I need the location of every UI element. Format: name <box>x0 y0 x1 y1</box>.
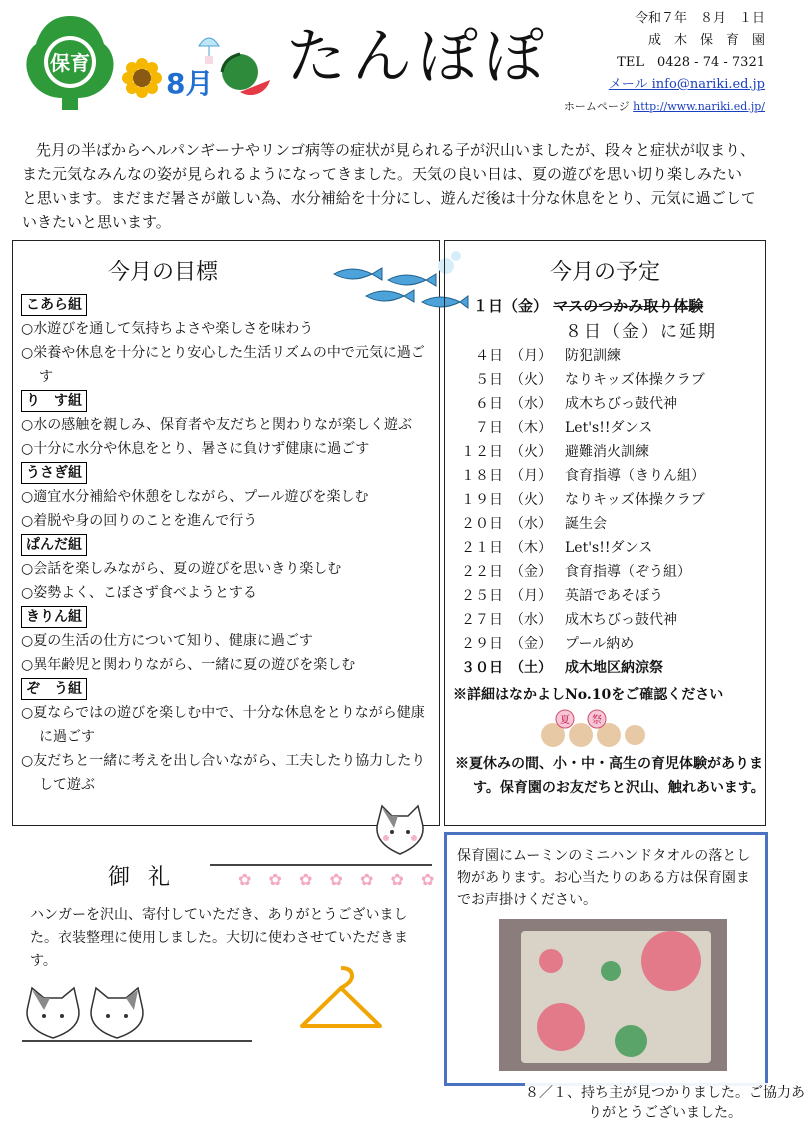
thanks-title: 御礼 <box>108 865 189 890</box>
mail-link[interactable]: メール info@nariki.ed.jp <box>608 77 765 92</box>
event-weekday: （金） <box>510 636 552 652</box>
sunflower-icon <box>122 58 162 102</box>
event-date: ３０日 <box>461 660 503 676</box>
event-weekday: （木） <box>510 540 552 556</box>
logo-text: 保育 <box>50 51 90 75</box>
goal-item: ○友だちと一緒に考えを出し合いながら、工夫したり協力したりして遊ぶ <box>21 753 426 793</box>
event-weekday: （火） <box>510 444 552 460</box>
schedule-row <box>455 368 761 392</box>
issue-date: 令和７年 ８月 １日 <box>634 11 765 26</box>
goal-item: ○夏の生活の仕方について知り、健康に過ごす <box>21 633 313 649</box>
event-name: 防犯訓練 <box>565 348 621 364</box>
event-name: 誕生会 <box>565 516 607 532</box>
schedule-row <box>455 656 761 680</box>
nursery-name: 成 木 保 育 園 <box>647 33 765 48</box>
schedule-row <box>455 560 761 584</box>
event-name: 成木地区納涼祭 <box>565 660 663 676</box>
first-event-row <box>473 295 703 316</box>
goal-item: ○水遊びを通して気持ちよさや楽しさを味わう <box>21 321 314 337</box>
goals-list <box>21 293 435 797</box>
schedule-row <box>455 344 761 368</box>
thanks-text: ハンガーを沢山、寄付していただき、ありがとうございました。衣装整理に使用しました。大切に使わさせていただきます。 <box>30 907 408 969</box>
group-name: ぞ う組 <box>21 678 87 700</box>
event-name: 避難消火訓練 <box>565 444 649 460</box>
event-weekday: （火） <box>510 492 552 508</box>
event-date: ６日 <box>475 396 503 412</box>
group-name: ぱんだ組 <box>21 534 87 556</box>
month-label: 8月 <box>166 67 214 100</box>
event-name: Let's!!ダンス <box>565 420 653 436</box>
event-name: 成木ちびっ鼓代神 <box>565 396 677 412</box>
bubble-festival: 祭 <box>592 715 602 726</box>
goals-title: 今月の目標 <box>107 260 218 285</box>
schedule-row <box>455 632 761 656</box>
schedule-row <box>455 536 761 560</box>
event-date: ２７日 <box>461 612 503 628</box>
details-note: ※詳細はなかよしNo.10をご確認ください <box>453 687 724 703</box>
schedule-row <box>455 608 761 632</box>
event-name: なりキッズ体操クラブ <box>565 372 705 388</box>
event-name: 英語であそぼう <box>565 588 663 604</box>
flower-decoration-icon: ✿ ✿ ✿ ✿ ✿ ✿ ✿ <box>238 870 441 889</box>
event-weekday: （月） <box>510 588 552 604</box>
festival-bears-icon <box>537 709 647 755</box>
goal-group <box>21 605 435 677</box>
goal-item: ○十分に水分や休息をとり、暑さに負けず健康に過ごす <box>21 441 370 457</box>
divider <box>22 1040 252 1042</box>
goal-group <box>21 533 435 605</box>
postponed-note: ８日（金）に延期 <box>565 322 717 342</box>
goal-item: ○適宜水分補給や休憩をしながら、プール遊びを楽しむ <box>21 489 369 505</box>
goals-box <box>12 240 440 826</box>
schedule-title: 今月の予定 <box>549 260 660 285</box>
event-name: 成木ちびっ鼓代神 <box>565 612 677 628</box>
event-weekday: （水） <box>510 396 552 412</box>
goal-item: ○着脱や身の回りのことを進んで行う <box>21 513 258 529</box>
event-date: １２日 <box>461 444 503 460</box>
hanger-icon <box>296 960 386 1044</box>
schedule-row <box>455 488 761 512</box>
found-notice: ８／１、持ち主が見つかりました。ご協力ありがとうございました。 <box>525 1085 805 1121</box>
event-weekday: （火） <box>510 372 552 388</box>
schedule-row <box>455 392 761 416</box>
event-weekday: （土） <box>510 660 552 676</box>
schedule-row <box>455 584 761 608</box>
event-date: ２０日 <box>461 516 503 532</box>
goal-group <box>21 461 435 533</box>
intro-paragraph: 先月の半ばからヘルパンギーナやリンゴ病等の症状が見られる子が沢山いましたが、段々と症状が収まり、また元気なみんなの姿が見られるようになってきました。天気の良い日は、夏の遊びを思い切り楽しみたいと思います。まだまだ暑さが厳しい為、水分補給を十分にし、遊んだ後は十分な休息をとり、元気に過ごしていきたいと思います。 <box>22 141 756 231</box>
event-name: なりキッズ体操クラブ <box>565 492 705 508</box>
goal-item: ○姿勢よく、こぼさず食べようとする <box>21 585 257 601</box>
bubble-summer: 夏 <box>560 715 570 726</box>
event-date: １９日 <box>461 492 503 508</box>
nursery-logo <box>22 12 118 112</box>
goal-item: ○会話を楽しみながら、夏の遊びを思いきり楽しむ <box>21 561 342 577</box>
event-name: Let's!!ダンス <box>565 540 653 556</box>
event-weekday: （水） <box>510 516 552 532</box>
event-date: １８日 <box>461 468 503 484</box>
lost-item-text: 保育園にムーミンのミニハンドタオルの落とし物があります。お心当たりのある方は保育園までお声掛けください。 <box>457 848 751 908</box>
goal-item: ○夏ならではの遊びを楽しむ中で、十分な休息をとりながら健康に過ごす <box>21 705 425 745</box>
goal-group <box>21 389 435 461</box>
cats-icon <box>22 982 152 1046</box>
goal-group <box>21 677 435 797</box>
newsletter-title: たんぽぽ <box>286 22 550 92</box>
towel-photo <box>499 919 805 1121</box>
watermelon-icon <box>218 52 272 102</box>
event-date: ４日 <box>475 348 503 364</box>
divider <box>210 864 432 866</box>
schedule-row <box>455 464 761 488</box>
event-weekday: （月） <box>510 468 552 484</box>
event-date: ２９日 <box>461 636 503 652</box>
event-weekday: （木） <box>510 420 552 436</box>
event-weekday: （水） <box>510 612 552 628</box>
schedule-row <box>455 512 761 536</box>
event-date: ２２日 <box>461 564 503 580</box>
event-weekday: （月） <box>510 348 552 364</box>
event-name: 食育指導（きりん組） <box>565 468 705 484</box>
phone-number: TEL 0428 - 74 - 7321 <box>617 55 765 70</box>
group-name: こあら組 <box>21 294 87 316</box>
schedule-list <box>455 344 761 680</box>
homepage-link[interactable]: http://www.nariki.ed.jp/ <box>633 100 765 113</box>
goal-item: ○異年齢児と関わりながら、一緒に夏の遊びを楽しむ <box>21 657 356 673</box>
event-name: プール納め <box>565 636 635 652</box>
goal-item: ○栄養や休息を十分にとり安心した生活リズムの中で元気に過ごす <box>21 345 425 385</box>
schedule-box <box>444 240 766 826</box>
homepage-label: ホームページ <box>563 100 630 113</box>
goal-item: ○水の感触を親しみ、保育者や友だちと関わりなが楽しく遊ぶ <box>21 417 413 433</box>
schedule-row <box>455 440 761 464</box>
group-name: うさぎ組 <box>21 462 87 484</box>
group-name: きりん組 <box>21 606 87 628</box>
cancelled-event: マスのつかみ取り体験 <box>553 297 704 315</box>
event-date: ７日 <box>475 420 503 436</box>
event-weekday: （金） <box>510 564 552 580</box>
header-info <box>560 8 765 118</box>
summer-volunteer-note: ※夏休みの間、小・中・高生の育児体験があります。保育園のお友だちと沢山、触れあいます。 <box>455 756 765 796</box>
schedule-row <box>455 416 761 440</box>
towel-image <box>521 931 711 1063</box>
event-date: ５日 <box>475 372 503 388</box>
event-name: 食育指導（ぞう組） <box>565 564 691 580</box>
event-date: ２１日 <box>461 540 503 556</box>
lost-item-box <box>444 832 805 1121</box>
cat-icon <box>370 802 430 864</box>
first-event-date: １日（金） <box>473 297 549 315</box>
group-name: り す組 <box>21 390 87 412</box>
event-date: ２５日 <box>461 588 503 604</box>
